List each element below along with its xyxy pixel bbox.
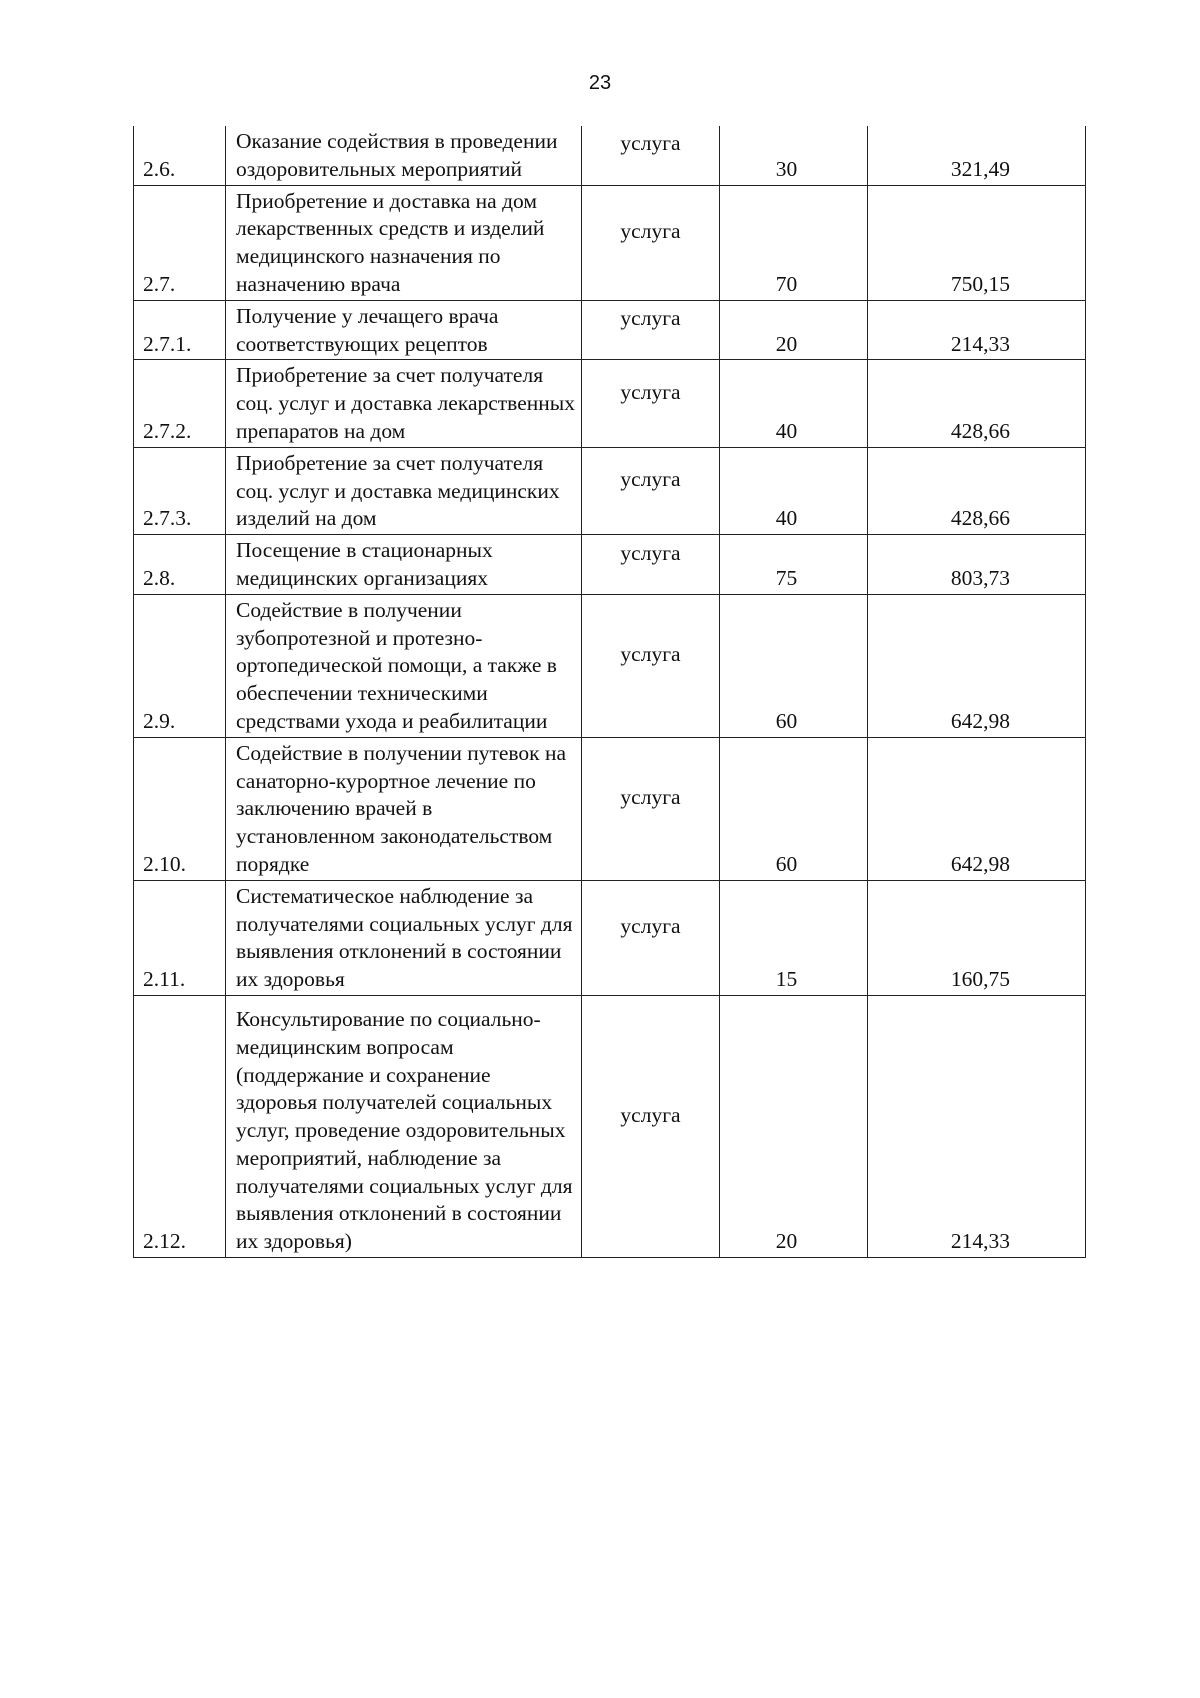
table-row-2-7-3 <box>134 447 1086 534</box>
service-name: Оказание содействия в проведении оздоровительных мероприятий <box>226 126 582 185</box>
table-row-2-6 <box>134 126 1086 185</box>
table-row-2-12 <box>134 995 1086 1257</box>
row-number: 2.8. <box>134 535 226 595</box>
unit-of-measure: услуга <box>620 540 681 565</box>
row-number: 2.6. <box>134 126 226 185</box>
unit-cell <box>582 995 720 1257</box>
unit-of-measure: услуга <box>620 784 681 809</box>
table-row-2-7-1 <box>134 300 1086 360</box>
row-number: 2.12. <box>134 995 226 1257</box>
quantity: 15 <box>720 880 868 995</box>
unit-cell <box>582 880 720 995</box>
unit-cell <box>582 594 720 737</box>
quantity: 30 <box>720 126 868 185</box>
row-number: 2.7. <box>134 185 226 300</box>
table-row-2-8 <box>134 535 1086 595</box>
unit-of-measure: услуга <box>620 306 681 331</box>
quantity: 60 <box>720 594 868 737</box>
quantity: 60 <box>720 737 868 880</box>
quantity: 20 <box>720 995 868 1257</box>
unit-of-measure: услуга <box>620 467 681 492</box>
quantity: 40 <box>720 360 868 447</box>
unit-of-measure: услуга <box>620 218 681 243</box>
row-number: 2.10. <box>134 737 226 880</box>
price: 803,73 <box>868 535 1086 595</box>
unit-cell <box>582 360 720 447</box>
page-number: 23 <box>588 72 612 94</box>
service-name: Консультирование по социально-медицинским вопросам (поддержание и сохранение здоровья получателей социальных услуг, проведение оздоровительных мероприятий, наблюдение за получателями социальных услуг для выявления отклонений в состоянии их здоровья) <box>226 995 582 1257</box>
unit-cell <box>582 737 720 880</box>
service-name: Приобретение и доставка на дом лекарственных средств и изделий медицинского назначения по назначению врача <box>226 185 582 300</box>
unit-cell <box>582 447 720 534</box>
quantity: 75 <box>720 535 868 595</box>
service-name: Систематическое наблюдение за получателями социальных услуг для выявления отклонений в состоянии их здоровья <box>226 880 582 995</box>
unit-cell <box>582 535 720 595</box>
service-name: Посещение в стационарных медицинских организациях <box>226 535 582 595</box>
services-table-body <box>134 126 1086 1258</box>
table-row-2-9 <box>134 594 1086 737</box>
unit-of-measure: услуга <box>620 1102 681 1127</box>
unit-of-measure: услуга <box>620 379 681 404</box>
unit-cell <box>582 185 720 300</box>
price: 428,66 <box>868 447 1086 534</box>
unit-of-measure: услуга <box>620 641 681 666</box>
unit-cell <box>582 300 720 360</box>
price: 750,15 <box>868 185 1086 300</box>
table-row-2-11 <box>134 880 1086 995</box>
services-table <box>133 126 1086 1258</box>
row-number: 2.7.1. <box>134 300 226 360</box>
service-name: Приобретение за счет получателя соц. услуг и доставка медицинских изделий на дом <box>226 447 582 534</box>
table-row-2-7-2 <box>134 360 1086 447</box>
price: 214,33 <box>868 995 1086 1257</box>
table-row-2-10 <box>134 737 1086 880</box>
row-number: 2.9. <box>134 594 226 737</box>
service-name: Приобретение за счет получателя соц. услуг и доставка лекарственных препаратов на дом <box>226 360 582 447</box>
service-name: Содействие в получении путевок на санаторно-курортное лечение по заключению врачей в установленном законодательством порядке <box>226 737 582 880</box>
price: 321,49 <box>868 126 1086 185</box>
service-name: Содействие в получении зубопротезной и протезно-ортопедической помощи, а также в обеспечении техническими средствами ухода и реабилитации <box>226 594 582 737</box>
price: 160,75 <box>868 880 1086 995</box>
unit-of-measure: услуга <box>620 131 681 156</box>
quantity: 20 <box>720 300 868 360</box>
row-number: 2.7.2. <box>134 360 226 447</box>
price: 428,66 <box>868 360 1086 447</box>
table-row-2-7 <box>134 185 1086 300</box>
unit-of-measure: услуга <box>620 913 681 938</box>
price: 214,33 <box>868 300 1086 360</box>
quantity: 40 <box>720 447 868 534</box>
service-name: Получение у лечащего врача соответствующих рецептов <box>226 300 582 360</box>
quantity: 70 <box>720 185 868 300</box>
price: 642,98 <box>868 737 1086 880</box>
row-number: 2.11. <box>134 880 226 995</box>
unit-cell <box>582 126 720 185</box>
row-number: 2.7.3. <box>134 447 226 534</box>
price: 642,98 <box>868 594 1086 737</box>
